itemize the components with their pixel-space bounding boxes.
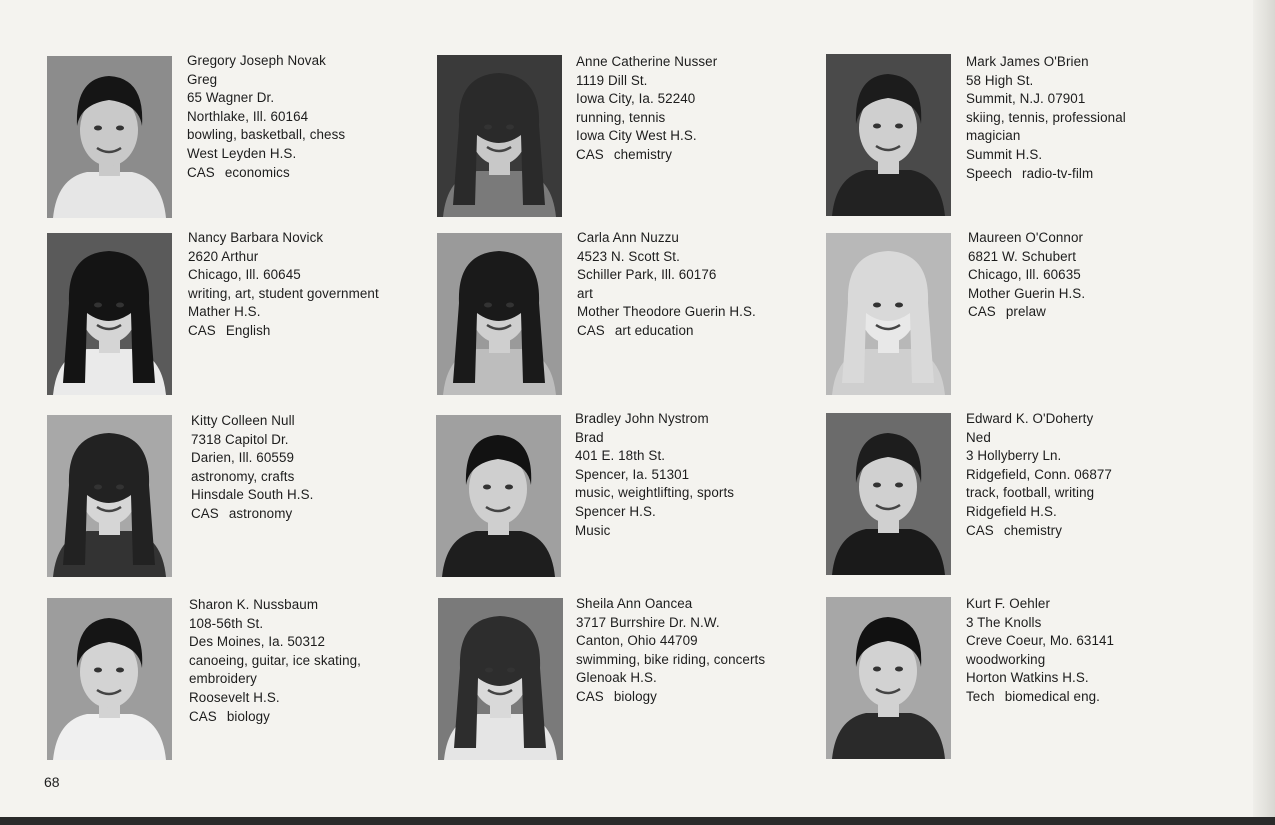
student-major: astronomy [228,505,293,521]
student-interests: swimming, bike riding, concerts [576,651,766,667]
student-high-school: Mother Guerin H.S. [968,285,1086,301]
student-name: Kitty Colleen Null [191,413,295,428]
student-nickname: Brad [575,429,604,445]
student-info [189,596,389,726]
student-college-line [966,688,1166,707]
student-high-school: Iowa City West H.S. [576,128,697,144]
student-high-school: Hinsdale South H.S. [191,487,314,503]
student-city: Schiller Park, Ill. 60176 [577,267,717,283]
student-college-line [968,303,1158,322]
student-interests: canoeing, guitar, ice skating, embroidery [189,652,361,687]
student-name: Maureen O'Connor [968,230,1084,245]
student-college-line [576,146,776,165]
student-portrait [438,598,563,760]
student-portrait [47,233,172,395]
student-portrait [436,415,561,577]
student-college-line [189,708,389,727]
student-high-school: Ridgefield H.S. [966,503,1057,519]
student-interests: astronomy, crafts [191,468,295,484]
student-college: CAS [187,164,215,180]
student-info [576,595,796,707]
student-major: chemistry [1003,522,1063,538]
student-college-line [187,164,397,183]
student-portrait [826,233,951,395]
student-college-line [576,688,796,707]
student-name: Mark James O'Brien [966,54,1089,69]
student-major: chemistry [613,146,673,162]
student-college: CAS [966,522,994,538]
student-high-school: Summit H.S. [966,146,1043,162]
student-high-school: Spencer H.S. [575,503,656,519]
student-address: 3 Hollyberry Ln. [966,448,1062,464]
student-portrait [47,598,172,760]
student-city: Chicago, Ill. 60645 [188,267,301,283]
student-college: CAS [191,505,219,521]
student-info [966,595,1166,707]
student-address: 65 Wagner Dr. [187,90,275,106]
student-interests: skiing, tennis, professional magician [966,109,1126,144]
student-address: 6821 W. Schubert [968,248,1077,264]
page-edge [1253,0,1275,825]
student-college: Music [575,522,611,538]
student-nickname: Greg [187,71,218,87]
student-major: radio-tv-film [1022,165,1094,181]
student-name: Sheila Ann Oancea [576,596,693,611]
student-college: Speech [966,165,1013,181]
student-name: Anne Catherine Nusser [576,54,718,69]
student-city: Ridgefield, Conn. 06877 [966,466,1112,482]
student-info [968,229,1158,322]
student-major: English [225,322,271,338]
student-city: Creve Coeur, Mo. 63141 [966,633,1115,649]
student-info [966,410,1166,540]
student-portrait [47,56,172,218]
student-nickname: Ned [966,429,991,445]
student-college-line [577,322,787,341]
student-city: Summit, N.J. 07901 [966,91,1086,107]
student-address: 1119 Dill St. [576,72,648,88]
student-major: biology [226,708,270,724]
student-major: biology [613,688,657,704]
student-college-line [191,505,401,524]
student-name: Sharon K. Nussbaum [189,597,319,612]
student-college: CAS [968,304,996,320]
student-high-school: Horton Watkins H.S. [966,670,1089,686]
student-major: economics [224,164,290,180]
student-city: Spencer, Ia. 51301 [575,466,690,482]
student-major: art education [614,322,694,338]
student-college: CAS [188,322,216,338]
student-city: Northlake, Ill. 60164 [187,108,309,124]
student-info [966,53,1156,183]
student-name: Edward K. O'Doherty [966,411,1094,426]
student-college: Tech [966,688,995,704]
student-major: prelaw [1005,304,1046,320]
student-info [575,410,775,540]
student-portrait [826,54,951,216]
student-address: 7318 Capitol Dr. [191,431,289,447]
student-name: Kurt F. Oehler [966,596,1051,611]
student-info [187,52,397,182]
student-city: Canton, Ohio 44709 [576,633,698,649]
student-address: 2620 Arthur [188,248,259,264]
student-interests: bowling, basketball, chess [187,127,346,143]
student-city: Darien, Ill. 60559 [191,450,295,466]
student-high-school: Roosevelt H.S. [189,689,280,705]
student-college-line [966,165,1156,184]
student-college: CAS [577,322,605,338]
student-college: CAS [576,146,604,162]
student-high-school: Mother Theodore Guerin H.S. [577,304,756,320]
student-high-school: West Leyden H.S. [187,145,297,161]
student-city: Iowa City, Ia. 52240 [576,91,696,107]
student-college: CAS [189,708,217,724]
student-college-line [575,522,775,541]
student-high-school: Mather H.S. [188,304,261,320]
student-address: 401 E. 18th St. [575,448,666,464]
student-info [191,412,401,524]
student-interests: running, tennis [576,109,666,125]
student-address: 108-56th St. [189,615,264,631]
student-city: Chicago, Ill. 60635 [968,267,1081,283]
student-info [576,53,776,165]
student-address: 3 The Knolls [966,614,1042,630]
student-name: Gregory Joseph Novak [187,53,326,68]
student-info [577,229,787,341]
student-portrait [826,597,951,759]
student-portrait [47,415,172,577]
student-address: 58 High St. [966,72,1034,88]
student-city: Des Moines, Ia. 50312 [189,634,326,650]
student-interests: music, weightlifting, sports [575,485,735,501]
student-name: Bradley John Nystrom [575,411,709,426]
bottom-edge [0,817,1275,825]
student-portrait [437,233,562,395]
student-interests: art [577,285,593,301]
student-address: 3717 Burrshire Dr. N.W. [576,614,720,630]
page-number: 68 [44,774,60,790]
student-interests: woodworking [966,651,1046,667]
student-portrait [826,413,951,575]
student-interests: writing, art, student government [188,285,379,301]
student-college: CAS [576,688,604,704]
student-interests: track, football, writing [966,485,1095,501]
student-college-line [966,522,1166,541]
student-high-school: Glenoak H.S. [576,670,657,686]
student-name: Carla Ann Nuzzu [577,230,679,245]
student-major: biomedical eng. [1004,688,1100,704]
student-college-line [188,322,418,341]
student-address: 4523 N. Scott St. [577,248,680,264]
student-portrait [437,55,562,217]
student-name: Nancy Barbara Novick [188,230,324,245]
student-info [188,229,418,341]
